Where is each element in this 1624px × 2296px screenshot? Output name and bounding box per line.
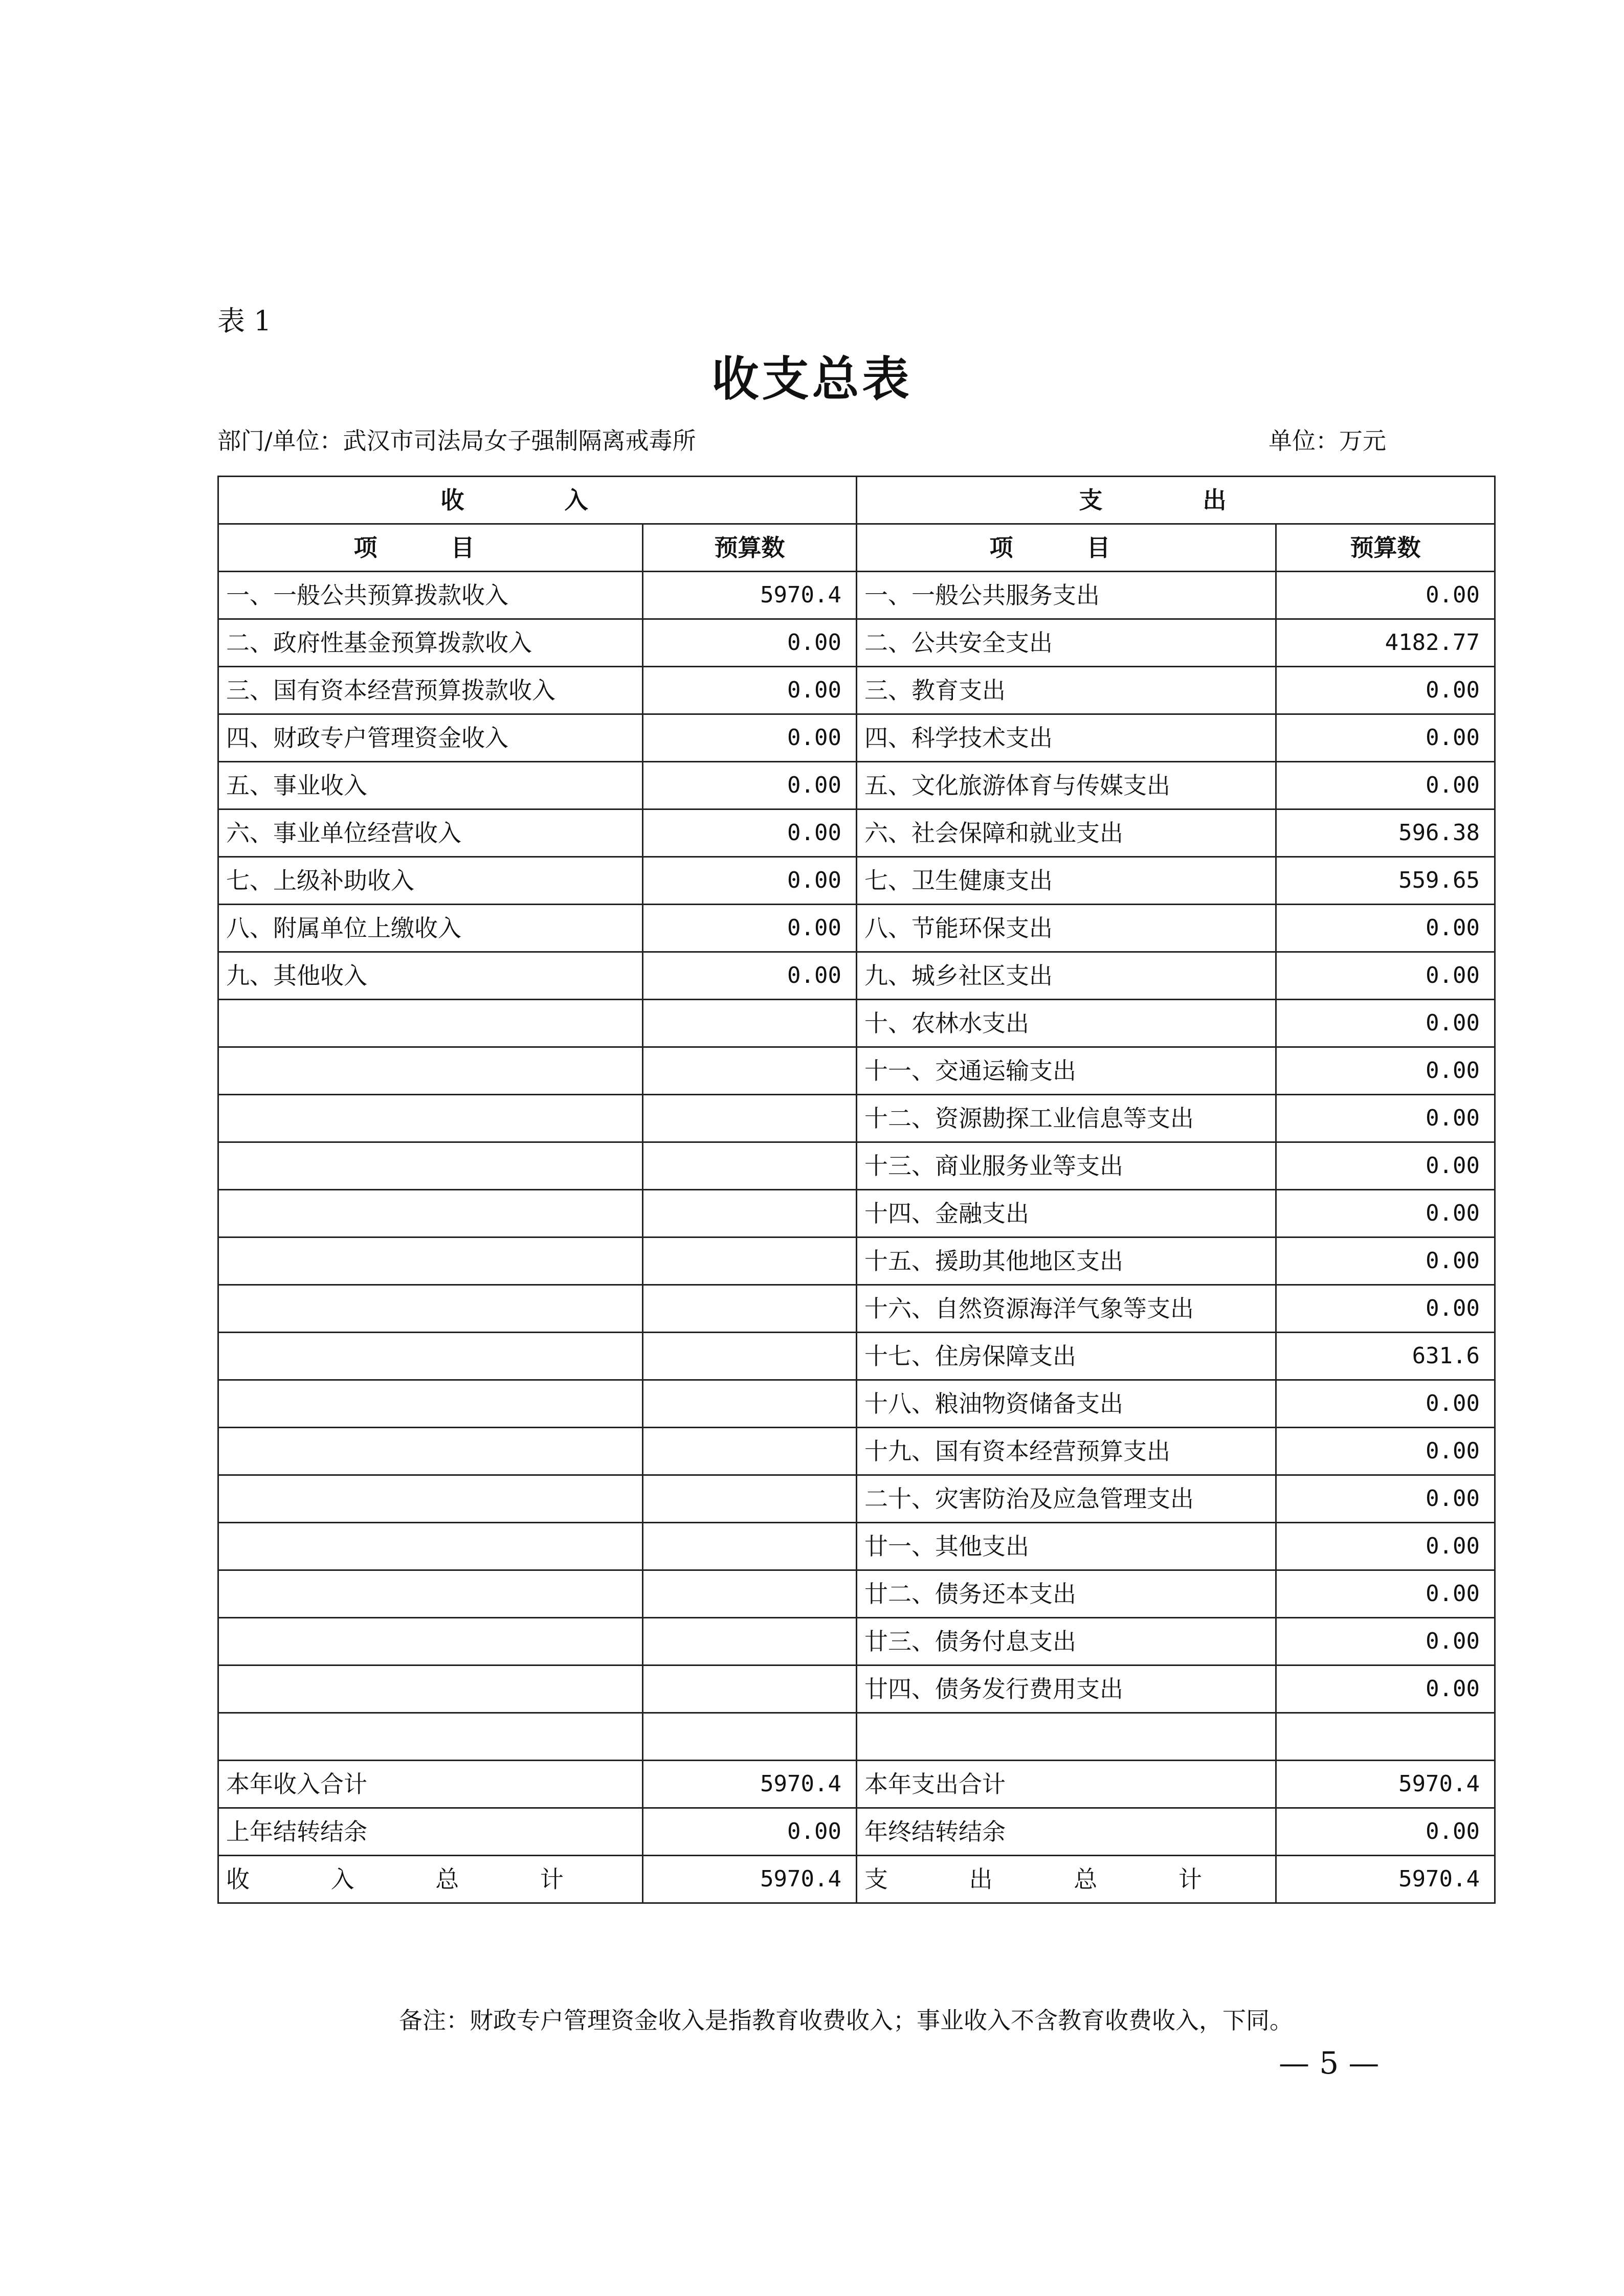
income-item	[218, 1000, 643, 1047]
expense-value: 0.00	[1276, 1380, 1495, 1428]
income-item: 一、一般公共预算拨款收入	[218, 572, 643, 619]
income-value	[643, 1523, 857, 1570]
expense-value: 4182.77	[1276, 619, 1495, 667]
income-value	[643, 1095, 857, 1142]
expense-value: 631.6	[1276, 1333, 1495, 1380]
table-row	[218, 762, 1495, 809]
income-item	[218, 1475, 643, 1523]
income-prev-carryover-label: 上年结转结余	[218, 1808, 643, 1856]
expense-value: 0.00	[1276, 667, 1495, 714]
expense-value: 0.00	[1276, 952, 1495, 1000]
table-row	[218, 905, 1495, 952]
expense-value: 0.00	[1276, 1000, 1495, 1047]
expense-value: 0.00	[1276, 1618, 1495, 1665]
income-item	[218, 1570, 643, 1618]
income-value	[643, 1380, 857, 1428]
expense-grand-total-label: 支 出 总 计	[857, 1856, 1276, 1903]
expense-value: 0.00	[1276, 1475, 1495, 1523]
table-row	[218, 952, 1495, 1000]
income-item	[218, 1665, 643, 1713]
expense-end-carryover-value: 0.00	[1276, 1808, 1495, 1856]
income-grand-total-label: 收 入 总 计	[218, 1856, 643, 1903]
income-year-total-value: 5970.4	[643, 1761, 857, 1808]
income-value: 0.00	[643, 714, 857, 762]
income-item: 五、事业收入	[218, 762, 643, 809]
income-value: 0.00	[643, 857, 857, 905]
expense-value: 0.00	[1276, 1523, 1495, 1570]
table-row	[218, 1428, 1495, 1475]
table-row	[218, 619, 1495, 667]
expense-item: 十九、国有资本经营预算支出	[857, 1428, 1276, 1475]
expense-item: 廿三、债务付息支出	[857, 1618, 1276, 1665]
table-row	[218, 1475, 1495, 1523]
expense-item: 五、文化旅游体育与传媒支出	[857, 762, 1276, 809]
expense-value: 0.00	[1276, 1285, 1495, 1333]
table-row	[218, 1142, 1495, 1190]
expense-value: 0.00	[1276, 1095, 1495, 1142]
income-item-header: 项 目	[218, 524, 643, 572]
table-row	[218, 1237, 1495, 1285]
expense-item: 十二、资源勘探工业信息等支出	[857, 1095, 1276, 1142]
table-row	[218, 1095, 1495, 1142]
expense-value: 0.00	[1276, 1570, 1495, 1618]
income-item	[218, 1333, 643, 1380]
expense-item: 廿四、债务发行费用支出	[857, 1665, 1276, 1713]
expense-value: 0.00	[1276, 762, 1495, 809]
income-item: 七、上级补助收入	[218, 857, 643, 905]
grand-total-row	[218, 1856, 1495, 1903]
income-item: 八、附属单位上缴收入	[218, 905, 643, 952]
income-value: 0.00	[643, 905, 857, 952]
expense-end-carryover-label: 年终结转结余	[857, 1808, 1276, 1856]
expense-value: 0.00	[1276, 1047, 1495, 1095]
expense-value: 0.00	[1276, 1142, 1495, 1190]
footnote: 备注：财政专户管理资金收入是指教育收费收入；事业收入不含教育收费收入，下同。	[399, 2007, 1293, 2034]
expense-item: 十五、援助其他地区支出	[857, 1237, 1276, 1285]
income-value: 0.00	[643, 952, 857, 1000]
expense-item: 七、卫生健康支出	[857, 857, 1276, 905]
income-value	[643, 1475, 857, 1523]
expense-item: 六、社会保障和就业支出	[857, 809, 1276, 857]
carryover-row	[218, 1808, 1495, 1856]
income-value	[643, 1618, 857, 1665]
column-header-row	[218, 524, 1495, 572]
expense-item: 十六、自然资源海洋气象等支出	[857, 1285, 1276, 1333]
expense-item: 二十、灾害防治及应急管理支出	[857, 1475, 1276, 1523]
table-row	[218, 857, 1495, 905]
table-row	[218, 1380, 1495, 1428]
expense-item: 十八、粮油物资储备支出	[857, 1380, 1276, 1428]
income-section-header: 收 入	[218, 477, 857, 524]
expense-value: 0.00	[1276, 714, 1495, 762]
expense-section-header: 支 出	[857, 477, 1495, 524]
table-row	[218, 1523, 1495, 1570]
expense-item: 十三、商业服务业等支出	[857, 1142, 1276, 1190]
expense-item: 廿二、债务还本支出	[857, 1570, 1276, 1618]
expense-item: 四、科学技术支出	[857, 714, 1276, 762]
income-value: 5970.4	[643, 572, 857, 619]
income-item	[218, 1523, 643, 1570]
table-row	[218, 1665, 1495, 1713]
expense-item: 十一、交通运输支出	[857, 1047, 1276, 1095]
table-row	[218, 1047, 1495, 1095]
table-row	[218, 714, 1495, 762]
income-value: 0.00	[643, 762, 857, 809]
expense-item: 十、农林水支出	[857, 1000, 1276, 1047]
page-number: — 5 —	[1279, 2045, 1380, 2081]
expense-value: 0.00	[1276, 905, 1495, 952]
income-grand-total-value: 5970.4	[643, 1856, 857, 1903]
income-budget-header: 预算数	[643, 524, 857, 572]
expense-value: 559.65	[1276, 857, 1495, 905]
income-value	[643, 1570, 857, 1618]
income-value	[643, 1047, 857, 1095]
expense-value: 0.00	[1276, 1665, 1495, 1713]
income-item	[218, 1428, 643, 1475]
table-row	[218, 1333, 1495, 1380]
department-label: 部门/单位：武汉市司法局女子强制隔离戒毒所	[217, 427, 696, 455]
expense-item: 廿一、其他支出	[857, 1523, 1276, 1570]
income-item	[218, 1142, 643, 1190]
income-item: 四、财政专户管理资金收入	[218, 714, 643, 762]
income-item: 二、政府性基金预算拨款收入	[218, 619, 643, 667]
table-row	[218, 1618, 1495, 1665]
income-item: 九、其他收入	[218, 952, 643, 1000]
expense-grand-total-value: 5970.4	[1276, 1856, 1495, 1903]
income-value	[643, 1237, 857, 1285]
income-value	[643, 1428, 857, 1475]
income-item	[218, 1618, 643, 1665]
expense-year-total-value: 5970.4	[1276, 1761, 1495, 1808]
expense-budget-header: 预算数	[1276, 524, 1495, 572]
table-row	[218, 1190, 1495, 1237]
income-value: 0.00	[643, 619, 857, 667]
table-row	[218, 667, 1495, 714]
table-label: 表 1	[217, 305, 272, 337]
unit-label: 单位：万元	[1269, 427, 1386, 455]
income-item	[218, 1095, 643, 1142]
income-item	[218, 1380, 643, 1428]
income-item	[218, 1285, 643, 1333]
year-total-row	[218, 1761, 1495, 1808]
income-item	[218, 1047, 643, 1095]
expense-item: 八、节能环保支出	[857, 905, 1276, 952]
expense-item: 一、一般公共服务支出	[857, 572, 1276, 619]
expense-year-total-label: 本年支出合计	[857, 1761, 1276, 1808]
income-value	[643, 1142, 857, 1190]
expense-item: 九、城乡社区支出	[857, 952, 1276, 1000]
table-row	[218, 1000, 1495, 1047]
expense-value: 596.38	[1276, 809, 1495, 857]
income-item	[218, 1237, 643, 1285]
income-item	[218, 1190, 643, 1237]
expense-item: 三、教育支出	[857, 667, 1276, 714]
income-item: 六、事业单位经营收入	[218, 809, 643, 857]
expense-value: 0.00	[1276, 1237, 1495, 1285]
income-value: 0.00	[643, 667, 857, 714]
expense-value: 0.00	[1276, 572, 1495, 619]
income-value: 0.00	[643, 809, 857, 857]
table-row	[218, 572, 1495, 619]
income-year-total-label: 本年收入合计	[218, 1761, 643, 1808]
expense-value: 0.00	[1276, 1190, 1495, 1237]
expense-item-header: 项 目	[857, 524, 1276, 572]
income-value	[643, 1665, 857, 1713]
expense-item: 十七、住房保障支出	[857, 1333, 1276, 1380]
budget-summary-table	[217, 476, 1496, 1904]
income-value	[643, 1000, 857, 1047]
table-row	[218, 1570, 1495, 1618]
income-value	[643, 1285, 857, 1333]
income-item: 三、国有资本经营预算拨款收入	[218, 667, 643, 714]
table-row	[218, 809, 1495, 857]
expense-item: 二、公共安全支出	[857, 619, 1276, 667]
income-value	[643, 1333, 857, 1380]
section-header-row	[218, 477, 1495, 524]
page-title: 收支总表	[711, 351, 913, 407]
income-value	[643, 1190, 857, 1237]
expense-value: 0.00	[1276, 1428, 1495, 1475]
expense-item: 十四、金融支出	[857, 1190, 1276, 1237]
table-row	[218, 1285, 1495, 1333]
income-prev-carryover-value: 0.00	[643, 1808, 857, 1856]
blank-row	[218, 1713, 1495, 1761]
